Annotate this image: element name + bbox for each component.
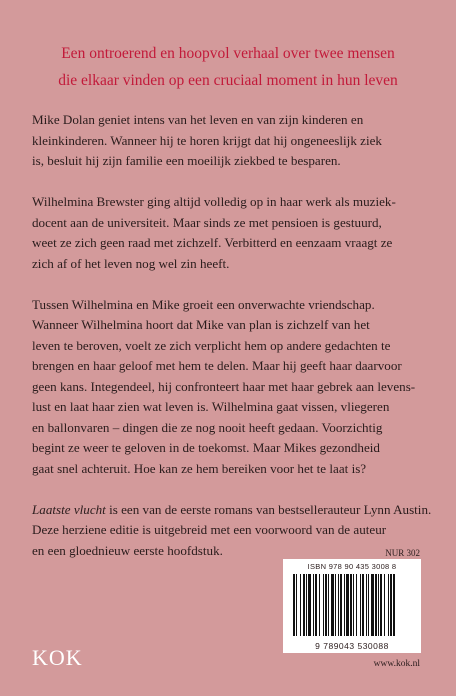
text-line <box>32 500 432 521</box>
barcode <box>283 559 421 653</box>
isbn-digits: 9 789043 530088 <box>315 641 389 651</box>
text-line: Wanneer Wilhelmina hoort dat Mike van plan is zichzelf van het <box>32 317 370 332</box>
paragraph-closing <box>32 500 432 562</box>
text-line: gaat snel achteruit. Hoe kan ze hem bereiken voor het te laat is? <box>32 460 367 476</box>
text-line: kleinkinderen. Wanneer hij te horen krijgt dat hij ongeneeslijk ziek <box>32 132 382 148</box>
text-line: is, besluit hij zijn familie een moeilijk ziekbed te besparen. <box>32 153 341 168</box>
text-line: en een gloednieuw eerste hoofdstuk. <box>32 542 223 558</box>
tagline <box>20 40 436 94</box>
website: www.kok.nl <box>373 659 420 669</box>
text-line: geen kans. Integendeel, hij confronteert haar met haar gebrek aan levens- <box>32 378 416 394</box>
text-line: brengen en haar geloof met hem te delen. Maar hij geeft haar daarvoor <box>32 358 402 373</box>
text-line: begint ze weer te geloven in de toekomst. Maar Mikes gezondheid <box>32 440 380 455</box>
blurb <box>32 110 432 582</box>
text-line: Mike Dolan geniet intens van het leven en van zijn kinderen en <box>32 112 364 127</box>
isbn-label: ISBN 978 90 435 3008 8 <box>307 562 397 571</box>
text-line: leven te beroven, voelt ze zich verplicht hem op andere gedachten te <box>32 337 391 353</box>
text-line: Wilhelmina Brewster ging altijd volledig op in haar werk als muziek- <box>32 194 396 209</box>
closing-line-1-rest: is een van de eerste romans van bestsellerauteur Lynn Austin. <box>105 501 432 517</box>
tagline-line-2: die elkaar vinden op een cruciaal moment in hun leven <box>58 72 398 89</box>
paragraph-2 <box>32 192 432 274</box>
publisher-logo: KOK <box>32 645 83 670</box>
text-line: Deze herziene editie is uitgebreid met een voorwoord van de auteur <box>32 522 387 537</box>
barcode-bars-icon <box>293 574 411 636</box>
paragraph-1 <box>32 110 432 172</box>
text-line: weet ze zich geen raad met zichzelf. Verbitterd en eenzaam vraagt ze <box>32 235 393 250</box>
text-line: en ballonvaren – dingen die ze nog nooit heeft gedaan. Voorzichtig <box>32 419 383 435</box>
text-line: docent aan de universiteit. Maar sinds ze met pensioen is gestuurd, <box>32 214 382 230</box>
nur-code: NUR 302 <box>385 548 420 558</box>
text-line: Tussen Wilhelmina en Mike groeit een onverwachte vriendschap. <box>32 296 375 312</box>
paragraph-3 <box>32 295 432 480</box>
text-line: zich af of het leven nog wel zin heeft. <box>32 255 230 271</box>
book-title: Laatste vlucht <box>32 501 106 517</box>
text-line: lust en laat haar zien wat leven is. Wilhelmina gaat vissen, vliegeren <box>32 399 390 414</box>
tagline-line-1: Een ontroerend en hoopvol verhaal over twee mensen <box>61 45 395 62</box>
